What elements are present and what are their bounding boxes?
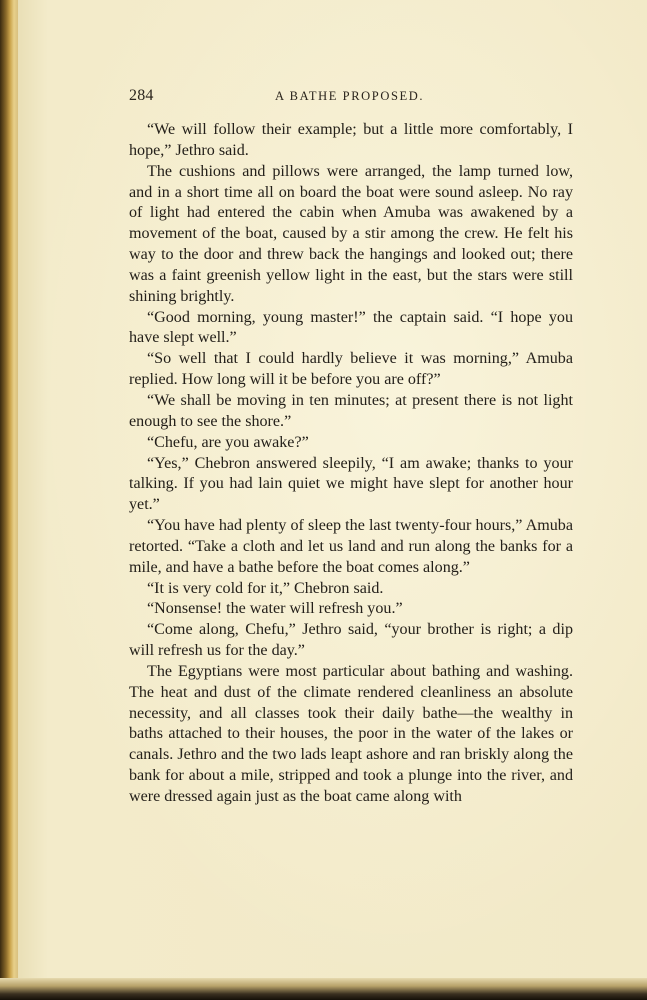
paragraph: “Chefu, are you awake?”: [147, 433, 309, 451]
paragraph: “We shall be moving in ten minutes; at present there is not light enough to see the shore.”: [129, 391, 573, 430]
paragraph: “Come along, Chefu,” Jethro said, “your brother is right; a dip will refresh us for the day.”: [129, 621, 573, 660]
page-number: 284: [129, 87, 154, 104]
paragraph: “Good morning, young master!” the captain said. “I hope you have slept well.”: [129, 308, 573, 347]
paragraph: The cushions and pillows were arranged, the lamp turned low, and in a short time all on board the boat were sound asleep. No ray of light had entered the cabin when Amuba was awakened by a movement of the boat, caused by a stir among the crew. He felt his way to the door and threw back the hangings and looked out; there was a faint greenish yellow light in the east, but the stars were still shining brightly.: [129, 162, 573, 305]
paragraph: “You have had plenty of sleep the last twenty-four hours,” Amuba retorted. “Take a cloth and let us land and run along the banks for a mile, and have a bathe before the boat comes along.”: [129, 517, 573, 576]
paragraph: “It is very cold for it,” Chebron said.: [147, 579, 384, 597]
book-page: [18, 0, 647, 984]
body-text: [129, 120, 573, 808]
running-head: [129, 87, 588, 109]
paragraph: The Egyptians were most particular about bathing and washing. The heat and dust of the climate rendered cleanliness an absolute necessity, and all classes took their daily bathe—the wealthy in baths attached to their houses, the poor in the water of the lakes or canals. Jethro and the two lads leapt ashore and ran briskly along the bank for about a mile, stripped and took a plunge into the river, and were dressed again just as the boat came along with: [129, 662, 573, 805]
paragraph: “Yes,” Chebron answered sleepily, “I am awake; thanks to your talking. If you had lain quiet we might have slept for another hour yet.”: [129, 454, 573, 514]
page-bottom-shadow: [0, 978, 647, 1000]
paragraph: “So well that I could hardly believe it was morning,” Amuba replied. How long will it be before you are off?”: [129, 350, 573, 389]
running-title: A BATHE PROPOSED.: [275, 89, 425, 103]
paragraph: “We will follow their example; but a little more comfortably, I hope,” Jethro said.: [129, 121, 573, 159]
paragraph: “Nonsense! the water will refresh you.”: [147, 600, 403, 618]
